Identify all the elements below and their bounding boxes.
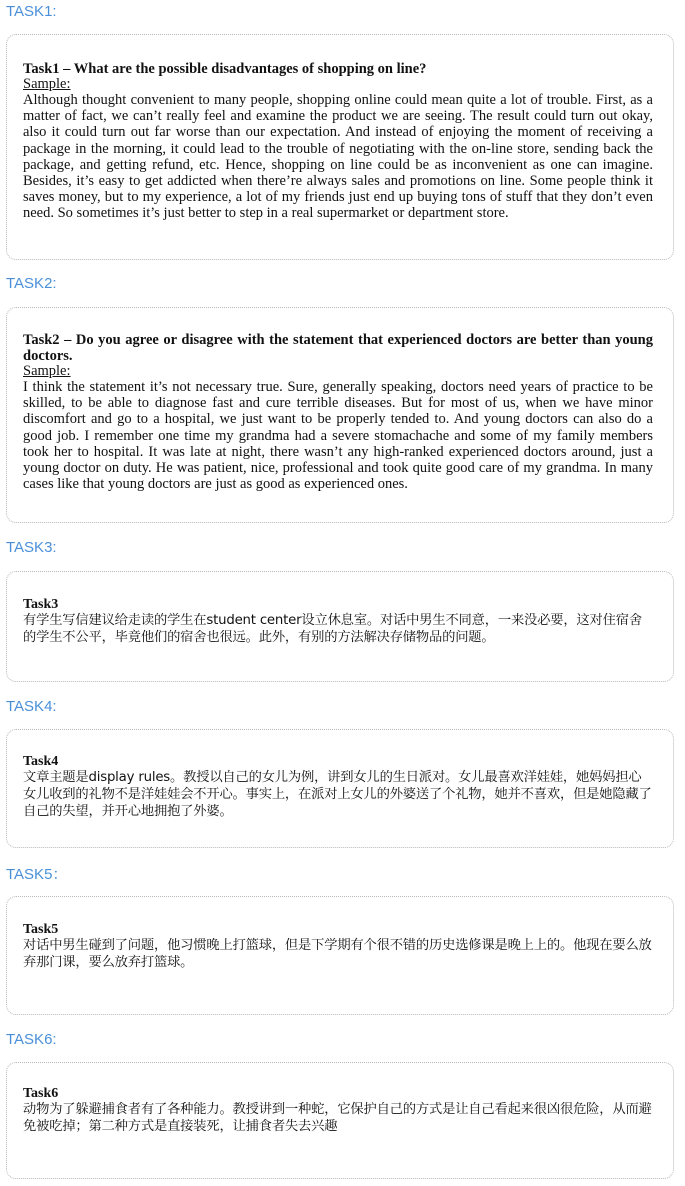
task2-sample-label: Sample: (23, 363, 71, 379)
task1-title: Task1 – What are the possible disadvantages of shopping on line? (23, 61, 427, 77)
task5-label: TASK5： (6, 866, 68, 883)
task6-card (6, 1062, 674, 1179)
task5-title: Task5 (23, 922, 59, 937)
task4-label: TASK4: (6, 698, 57, 715)
task2-card (6, 307, 674, 523)
task1-body: Although thought convenient to many people, shopping online could mean quite a lot of trouble. First, as a matter of fact, we can’t really feel and examine the product we are seeing. The result could turn out okay, also it could turn out far worse than our expectation. And instead of enjoying the moment of receiving a package in the morning, it could lead to the trouble of negotiating with the on-line store, sending back the package, and getting refund, etc. Hence, shopping on line could be as inconvenient as one can imagine. Besides, it’s easy to get addicted when there’re always sales and promotions on line. Some people think it saves money, but to my experience, a lot of my friends just end up buying tons of stuff that they don’t even need. So sometimes it’s just better to step in a real supermarket or department store. (23, 92, 653, 222)
task4-title: Task4 (23, 754, 59, 769)
task4-body: 文章主题是display rules。教授以自己的女儿为例，讲到女儿的生日派对。女儿最喜欢洋娃娃，她妈妈担心女儿收到的礼物不是洋娃娃会不开心。事实上，在派对上女儿的外婆送了个礼物，她并不喜欢，但是她隐藏了自己的失望，并开心地拥抱了外婆。 (23, 770, 652, 819)
task1-sample-label: Sample: (23, 76, 71, 92)
task4-card (6, 729, 674, 848)
task3-card (6, 571, 674, 682)
task3-label: TASK3: (6, 539, 57, 556)
task6-body: 动物为了躲避捕食者有了各种能力。教授讲到一种蛇，它保护自己的方式是让自己看起来很凶很危险，从而避免被吃掉；第二种方式是直接装死，让捕食者失去兴趣 (23, 1102, 652, 1134)
task5-body: 对话中男生碰到了问题，他习惯晚上打篮球，但是下学期有个很不错的历史选修课是晚上上的。他现在要么放弃那门课，要么放弃打篮球。 (23, 938, 652, 970)
task3-body: 有学生写信建议给走读的学生在student center设立休息室。对话中男生不同意，一来没必要，这对住宿舍的学生不公平，毕竟他们的宿舍也很远。此外，有别的方法解决存储物品的问题。 (23, 613, 642, 645)
task2-label: TASK2: (6, 275, 57, 292)
task6-title: Task6 (23, 1086, 59, 1101)
task3-title: Task3 (23, 597, 59, 612)
task6-label: TASK6: (6, 1031, 57, 1048)
task1-label: TASK1: (6, 3, 57, 20)
task1-card (6, 34, 674, 260)
task5-card (6, 896, 674, 1015)
task2-body: I think the statement it’s not necessary true. Sure, generally speaking, doctors need years of practice to be skilled, to be able to diagnose fast and cure terrible diseases. But for most of us, when we have minor discomfort and go to a hospital, we just want to be properly tended to. And young doctors can also do a good job. I remember one time my grandma had a severe stomachache and some of my family members took her to hospital. It was late at night, there wasn’t any high-ranked experienced doctors around, just a young doctor on duty. He was patient, nice, professional and took quite good care of my grandma. In many cases like that young doctors are just as good as experienced ones. (23, 379, 653, 493)
task2-title: Task2 – Do you agree or disagree with the statement that experienced doctors are better than young doctors. (23, 332, 653, 364)
